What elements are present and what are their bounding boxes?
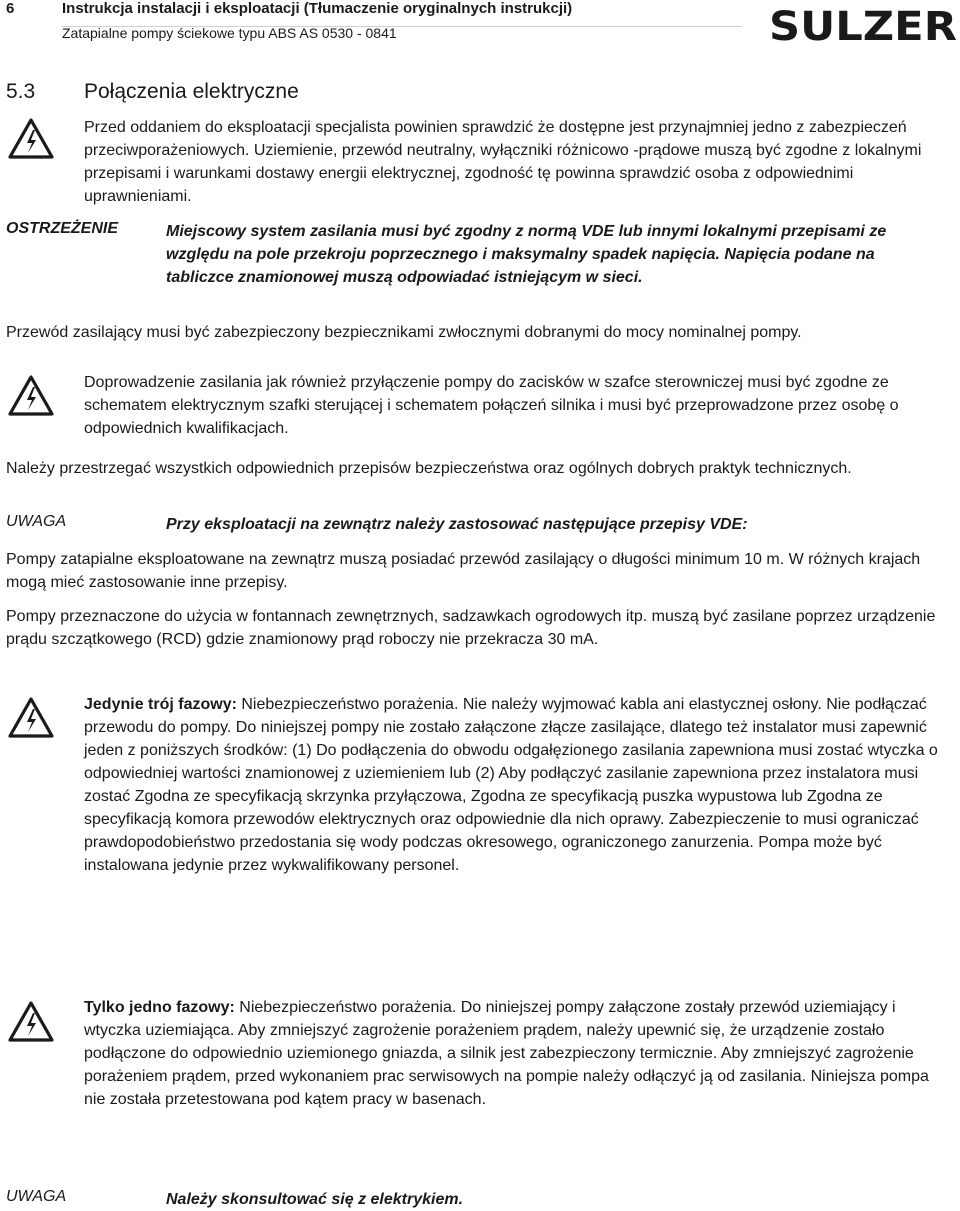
single-phase-text: Niebezpieczeństwo porażenia. Do niniejszej pompy załączone zostały przewód uziemiający i wtyczka uziemiająca. Aby zmniejszyć zagrożenie porażeniem prądem, należy upewnić się, że urządzenie zostało podłączone do odpowiednio uziemionego gniazda, a silnik jest zabezpieczony termicznie. Aby zmniejszyć zagrożenie porażeniem prądem, przed wykonaniem prac serwisowych na pompie należy odłączyć ją od zasilania. Niniejsza pompa nie została przetestowana pod kątem pracy w basenach. (84, 999, 929, 1108)
svg-text:SULZER: SULZER (769, 4, 957, 48)
note-text: Przy eksploatacji na zewnątrz należy zastosować następujące przepisy VDE: (166, 516, 748, 533)
warning-text: Miejscowy system zasilania musi być zgodny z normą VDE lub innymi lokalnymi przepisami ze względu na pole przekroju poprzecznego i maksymalny spadek napięcia. Napięcia podane na tabliczce znamionowej muszą odpowiadać istniejącym w sieci. (166, 223, 887, 286)
section-title: Połączenia elektryczne (84, 80, 299, 103)
electrical-hazard-warning-icon (8, 696, 54, 738)
three-phase-text: Niebezpieczeństwo porażenia. Nie należy wyjmować kabla ani elastycznej osłony. Nie podłączać przewodu do pompy. Do niniejszej pompy nie zostało załączone złącze zasilające, dlatego też instalator musi zapewnić jeden z poniższych środków: (1) Do podłączenia do obwodu odgałęzionego zasilania zapewniona musi zostać wtyczka o odpowiedniej wartości znamionowej z uziemieniem lub (2) Aby podłączyć zasilanie zapewniona przez instalatora musi zostać Zgodna ze specyfikacją skrzynka przyłączowa, Zgodna ze specyfikacją puszka wypustowa lub Zgodna ze specyfikacją komora przewodów elektrycznych oraz odpowiednie dla nich oprawy. Zabezpieczenie to musi ograniczać prawdopodobieństwo przedostania się wody podczas okresowego, ograniczonego zanurzenia. Pompa może być instalowana jedynie przez wykwalifikowany personel. (84, 696, 938, 874)
page-number: 6 (6, 0, 15, 17)
sulzer-logo (768, 2, 958, 48)
document-subtitle: Zatapialne pompy ściekowe typu ABS AS 0530 - 0841 (62, 25, 397, 41)
three-phase-paragraph (84, 693, 942, 877)
section-number: 5.3 (6, 80, 36, 103)
rcd-paragraph: Pompy przeznaczone do użycia w fontannach zewnętrznych, sadzawkach ogrodowych itp. muszą być zasilane poprzez urządzenie prądu szczątkowego (RCD) gdzie znamionowy prąd roboczy nie przekracza 30 mA. (6, 608, 936, 648)
electrical-hazard-warning-icon (8, 1000, 54, 1042)
intro-paragraph: Przed oddaniem do eksploatacji specjalista powinien sprawdzić że dostępne jest przynajmniej jedno z zabezpieczeń przeciwporażeniowych. Uziemienie, przewód neutralny, wyłączniki różnicowo -prądowe muszą być zgodne z lokalnymi przepisami i warunkami dostawy energii elektrycznej, zgodność tę powinna sprawdzić osoba z odpowiednimi uprawnieniami. (84, 119, 922, 205)
section-heading (6, 80, 299, 104)
fuse-paragraph: Przewód zasilający musi być zabezpieczony bezpiecznikami zwłocznymi dobranymi do mocy nominalnej pompy. (6, 324, 802, 341)
single-phase-paragraph (84, 996, 946, 1111)
note-text-2: Należy skonsultować się z elektrykiem. (166, 1191, 464, 1208)
document-title: Instrukcja instalacji i eksploatacji (Tłumaczenie oryginalnych instrukcji) (62, 0, 573, 17)
electrical-hazard-warning-icon (8, 374, 54, 416)
safety-paragraph: Należy przestrzegać wszystkich odpowiednich przepisów bezpieczeństwa oraz ogólnych dobrych praktyk technicznych. (6, 460, 852, 477)
three-phase-heading: Jedynie trój fazowy: (84, 696, 237, 713)
warning-label: OSTRZEŻENIE (6, 220, 119, 237)
note-label: UWAGA (6, 513, 67, 530)
single-phase-heading: Tylko jedno fazowy: (84, 999, 235, 1016)
electrical-hazard-warning-icon (8, 117, 54, 159)
note-label-2: UWAGA (6, 1188, 67, 1205)
wiring-paragraph: Doprowadzenie zasilania jak również przyłączenie pompy do zacisków w szafce sterowniczej musi być zgodne ze schematem elektrycznym szafki sterującej i schematem połączeń silnika i musi być przeprowadzone przez osobę o odpowiednich kwalifikacjach. (84, 374, 899, 437)
cable-length-paragraph: Pompy zatapialne eksploatowane na zewnątrz muszą posiadać przewód zasilający o długości minimum 10 m. W różnych krajach mogą mieć zastosowanie inne przepisy. (6, 551, 921, 591)
